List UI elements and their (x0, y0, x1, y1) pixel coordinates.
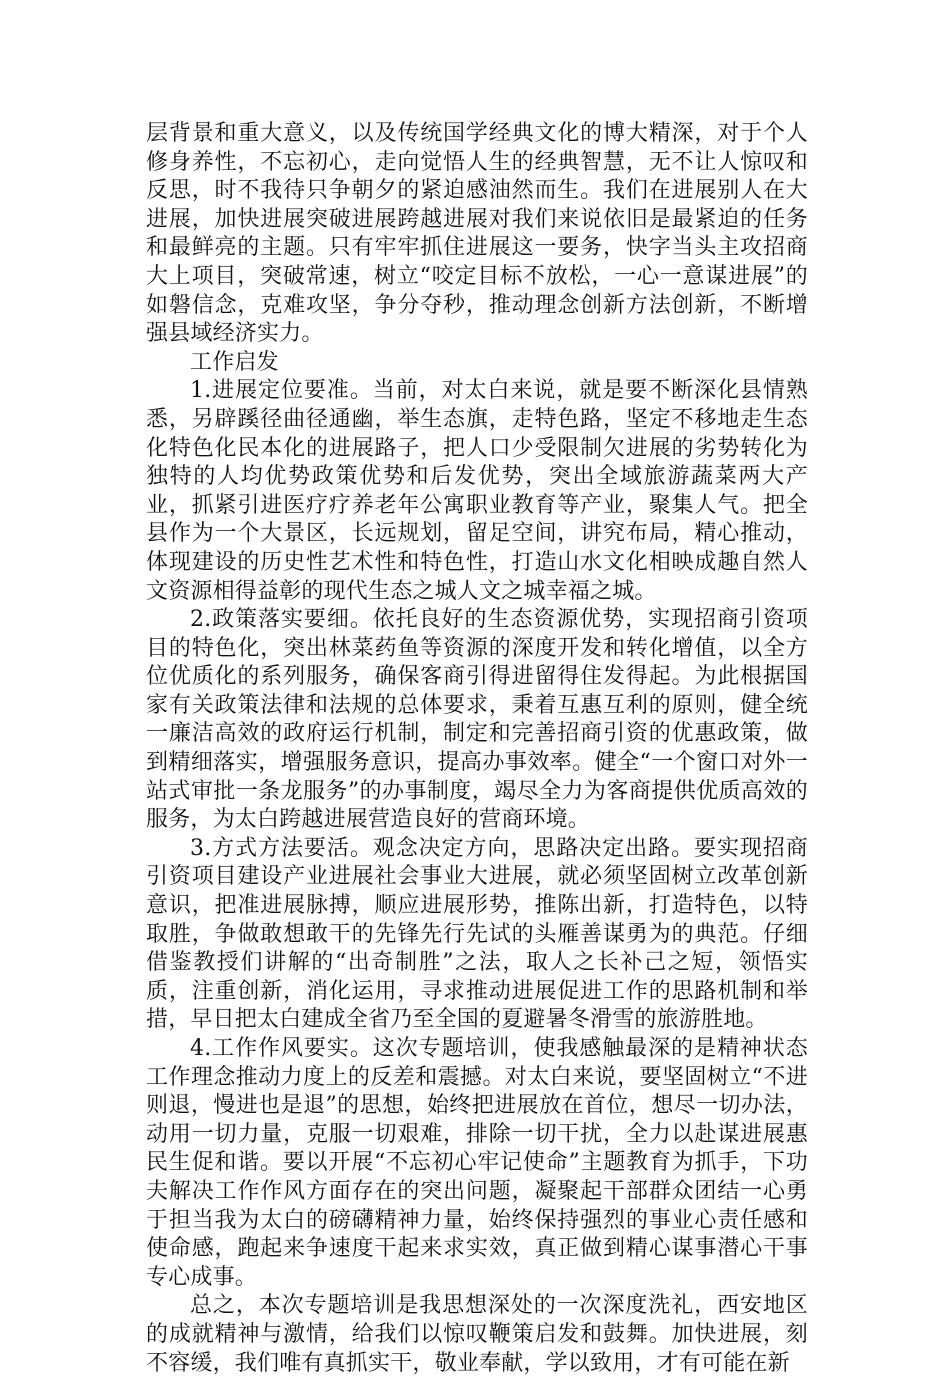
paragraph-point-1: 1.进展定位要准。当前，对太白来说，就是要不断深化县情熟悉，另辟蹊径曲径通幽，举生态旗，走特色路，坚定不移地走生态化特色化民本化的进展路子，把人口少受限制欠进展的劣势转化为独特的人均优势政策优势和后发优势，突出全域旅游蔬菜两大产业，抓紧引进医疗疗养老年公寓职业教育等产业，聚集人气。把全县作为一个大景区，长远规划，留足空间，讲究布局，精心推动，体现建设的历史性艺术性和特色性，打造山水文化相映成趣自然人文资源相得益彰的现代生态之城人文之城幸福之城。 (146, 378, 808, 604)
section-heading-work-insights: 工作启发 (190, 349, 279, 375)
paragraph-point-3: 3.方式方法要活。观念决定方向，思路决定出路。要实现招商引资项目建设产业进展社会事业大进展，就必须坚固树立改革创新意识，把准进展脉搏，顺应进展形势，推陈出新，打造特色，以特取胜，争做敢想敢干的先锋先行先试的头雁善谋勇为的典范。仔细借鉴教授们讲解的“出奇制胜”之法，取人之长补己之短，领悟实质，注重创新，消化运用，寻求推动进展促进工作的思路机制和举措，早日把太白建成全省乃至全国的夏避暑冬滑雪的旅游胜地。 (146, 835, 808, 1033)
paragraph-continuation: 层背景和重大意义，以及传统国学经典文化的博大精深，对于个人修身养性，不忘初心，走向觉悟人生的经典智慧，无不让人惊叹和反思，时不我待只争朝夕的紧迫感油然而生。我们在进展别人在大进展，加快进展突破进展跨越进展对我们来说依旧是最紧迫的任务和最鲜亮的主题。只有牢牢抓住进展这一要务，快字当头主攻招商大上项目，突破常速，树立“咬定目标不放松，一心一意谋进展”的如磐信念，克难攻坚，争分夺秒，推动理念创新方法创新，不断增强县域经济实力。 (146, 121, 808, 347)
paragraph-point-4: 4.工作作风要实。这次专题培训，使我感触最深的是精神状态工作理念推动力度上的反差和震撼。对太白来说，要坚固树立“不进则退，慢进也是退”的思想，始终把进展放在首位，想尽一切办法，动用一切力量，克服一切艰难，排除一切干扰，全力以赴谋进展惠民生促和谐。要以开展“不忘初心牢记使命”主题教育为抓手，下功夫解决工作作风方面存在的突出问题，凝聚起干部群众团结一心勇于担当我为太白的磅礴精神力量，始终保持强烈的事业心责任感和使命感，跑起来争速度干起来求实效，真正做到精心谋事潜心干事专心成事。 (146, 1036, 808, 1290)
paragraph-conclusion: 总之，本次专题培训是我思想深处的一次深度洗礼，西安地区的成就精神与激情，给我们以惊叹鞭策启发和鼓舞。加快进展，刻不容缓，我们唯有真抓实干，敬业奉献，学以致用，才有可能在新 (146, 1293, 808, 1376)
paragraph-point-2: 2.政策落实要细。依托良好的生态资源优势，实现招商引资项目的特色化，突出林菜药鱼等资源的深度开发和转化增值，以全方位优质化的系列服务，确保客商引得进留得住发得起。为此根据国家有关政策法律和法规的总体要求，秉着互惠互利的原则，健全统一廉洁高效的政府运行机制，制定和完善招商引资的优惠政策，做到精细落实，增强服务意识，提高办事效率。健全“一个窗口对外一站式审批一条龙服务”的办事制度，竭尽全力为客商提供优质高效的服务，为太白跨越进展营造良好的营商环境。 (146, 607, 808, 833)
body-text (146, 120, 808, 1378)
